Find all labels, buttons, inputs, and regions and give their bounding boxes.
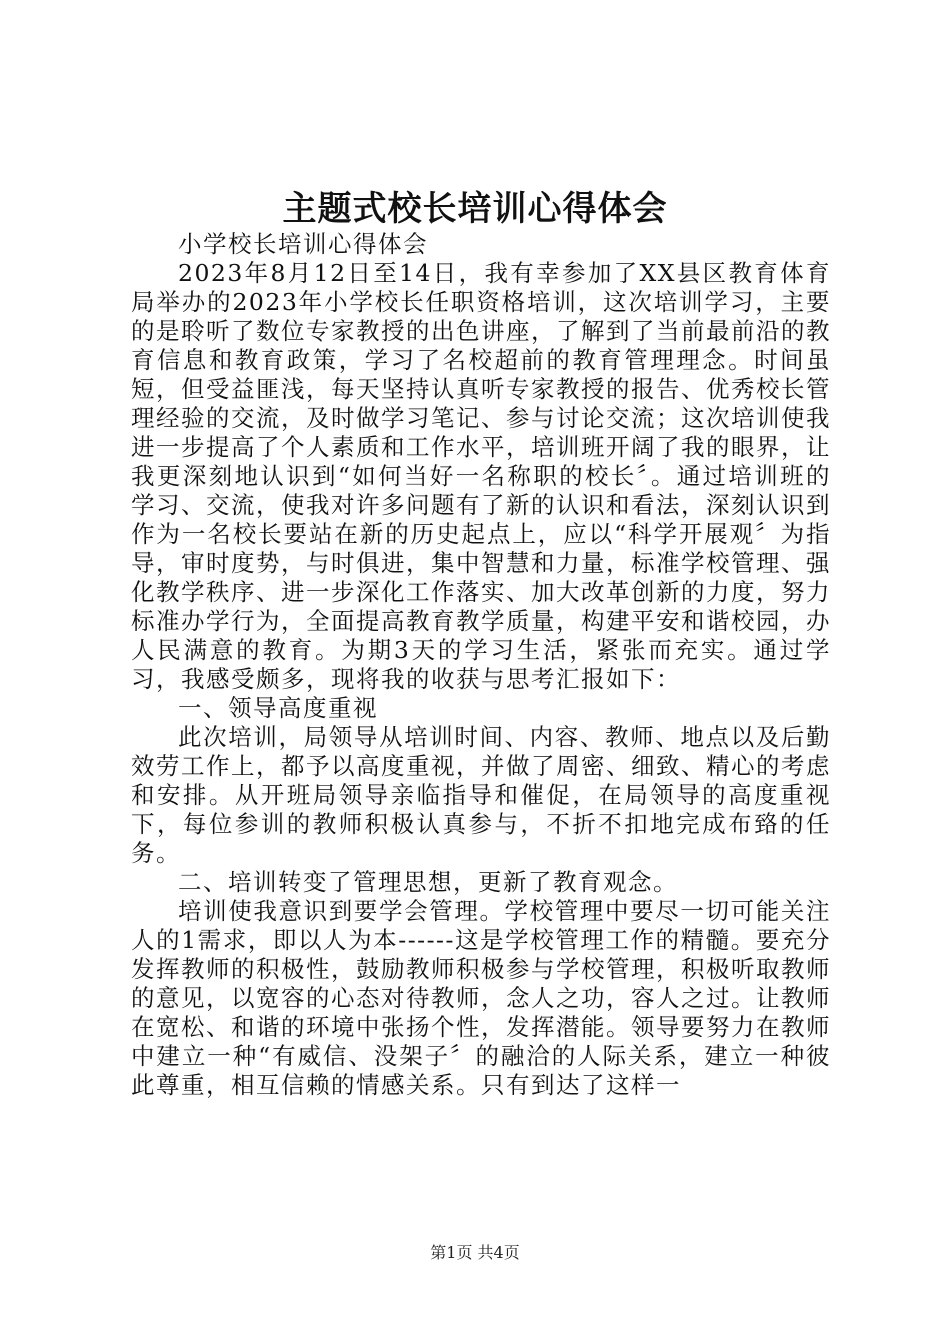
paragraph-section-2: 培训使我意识到要学会管理。学校管理中要尽一切可能关注人的1需求，即以人为本------这是学校管理工作的精髓。要充分发挥教师的积极性，鼓励教师积极参与学校管理，积极听取教师的意见，以宽容的心态对待教师，念人之功，容人之过。让教师在宽松、和谐的环境中张扬个性，发挥潜能。领导要努力在教师中建立一种“有威信、没架子〞的融洽的人际关系，建立一种彼此尊重，相互信赖的情感关系。只有到达了这样一 <box>131 897 831 1099</box>
document-body <box>131 230 831 1100</box>
paragraph-section-1: 此次培训，局领导从培训时间、内容、教师、地点以及后勤效劳工作上，都予以高度重视，并做了周密、细致、精心的考虑和安排。从开班局领导亲临指导和催促，在局领导的高度重视下，每位参训的教师积极认真参与，不折不扣地完成布臵的任务。 <box>131 723 831 867</box>
paragraph-intro: 2023年8月12日至14日，我有幸参加了XX县区教育体育局举办的2023年小学校长任职资格培训，这次培训学习，主要的是聆听了数位专家教授的出色讲座，了解到了当前最前沿的教育信息和教育政策，学习了名校超前的教育管理理念。时间虽短，但受益匪浅，每天坚持认真听专家教授的报告、优秀校长管理经验的交流，及时做学习笔记、参与讨论交流；这次培训使我进一步提高了个人素质和工作水平，培训班开阔了我的眼界，让我更深刻地认识到“如何当好一名称职的校长〞。通过培训班的学习、交流，使我对许多问题有了新的认识和看法，深刻认识到作为一名校长要站在新的历史起点上，应以“科学开展观〞为指导，审时度势，与时俱进，集中智慧和力量，标准学校管理、强化教学秩序、进一步深化工作落实、加大改革创新的力度，努力标准办学行为，全面提高教育教学质量，构建平安和谐校园，办人民满意的教育。为期3天的学习生活，紧张而充实。通过学习，我感受颇多，现将我的收获与思考汇报如下： <box>131 259 831 693</box>
section-heading-2: 二、培训转变了管理思想，更新了教育观念。 <box>178 868 678 896</box>
paragraph-subtitle: 小学校长培训心得体会 <box>178 230 428 258</box>
section-heading-1: 一、领导高度重视 <box>178 694 378 722</box>
document-title: 主题式校长培训心得体会 <box>282 189 668 229</box>
page-footer: 第1页 共4页 <box>430 1243 520 1262</box>
